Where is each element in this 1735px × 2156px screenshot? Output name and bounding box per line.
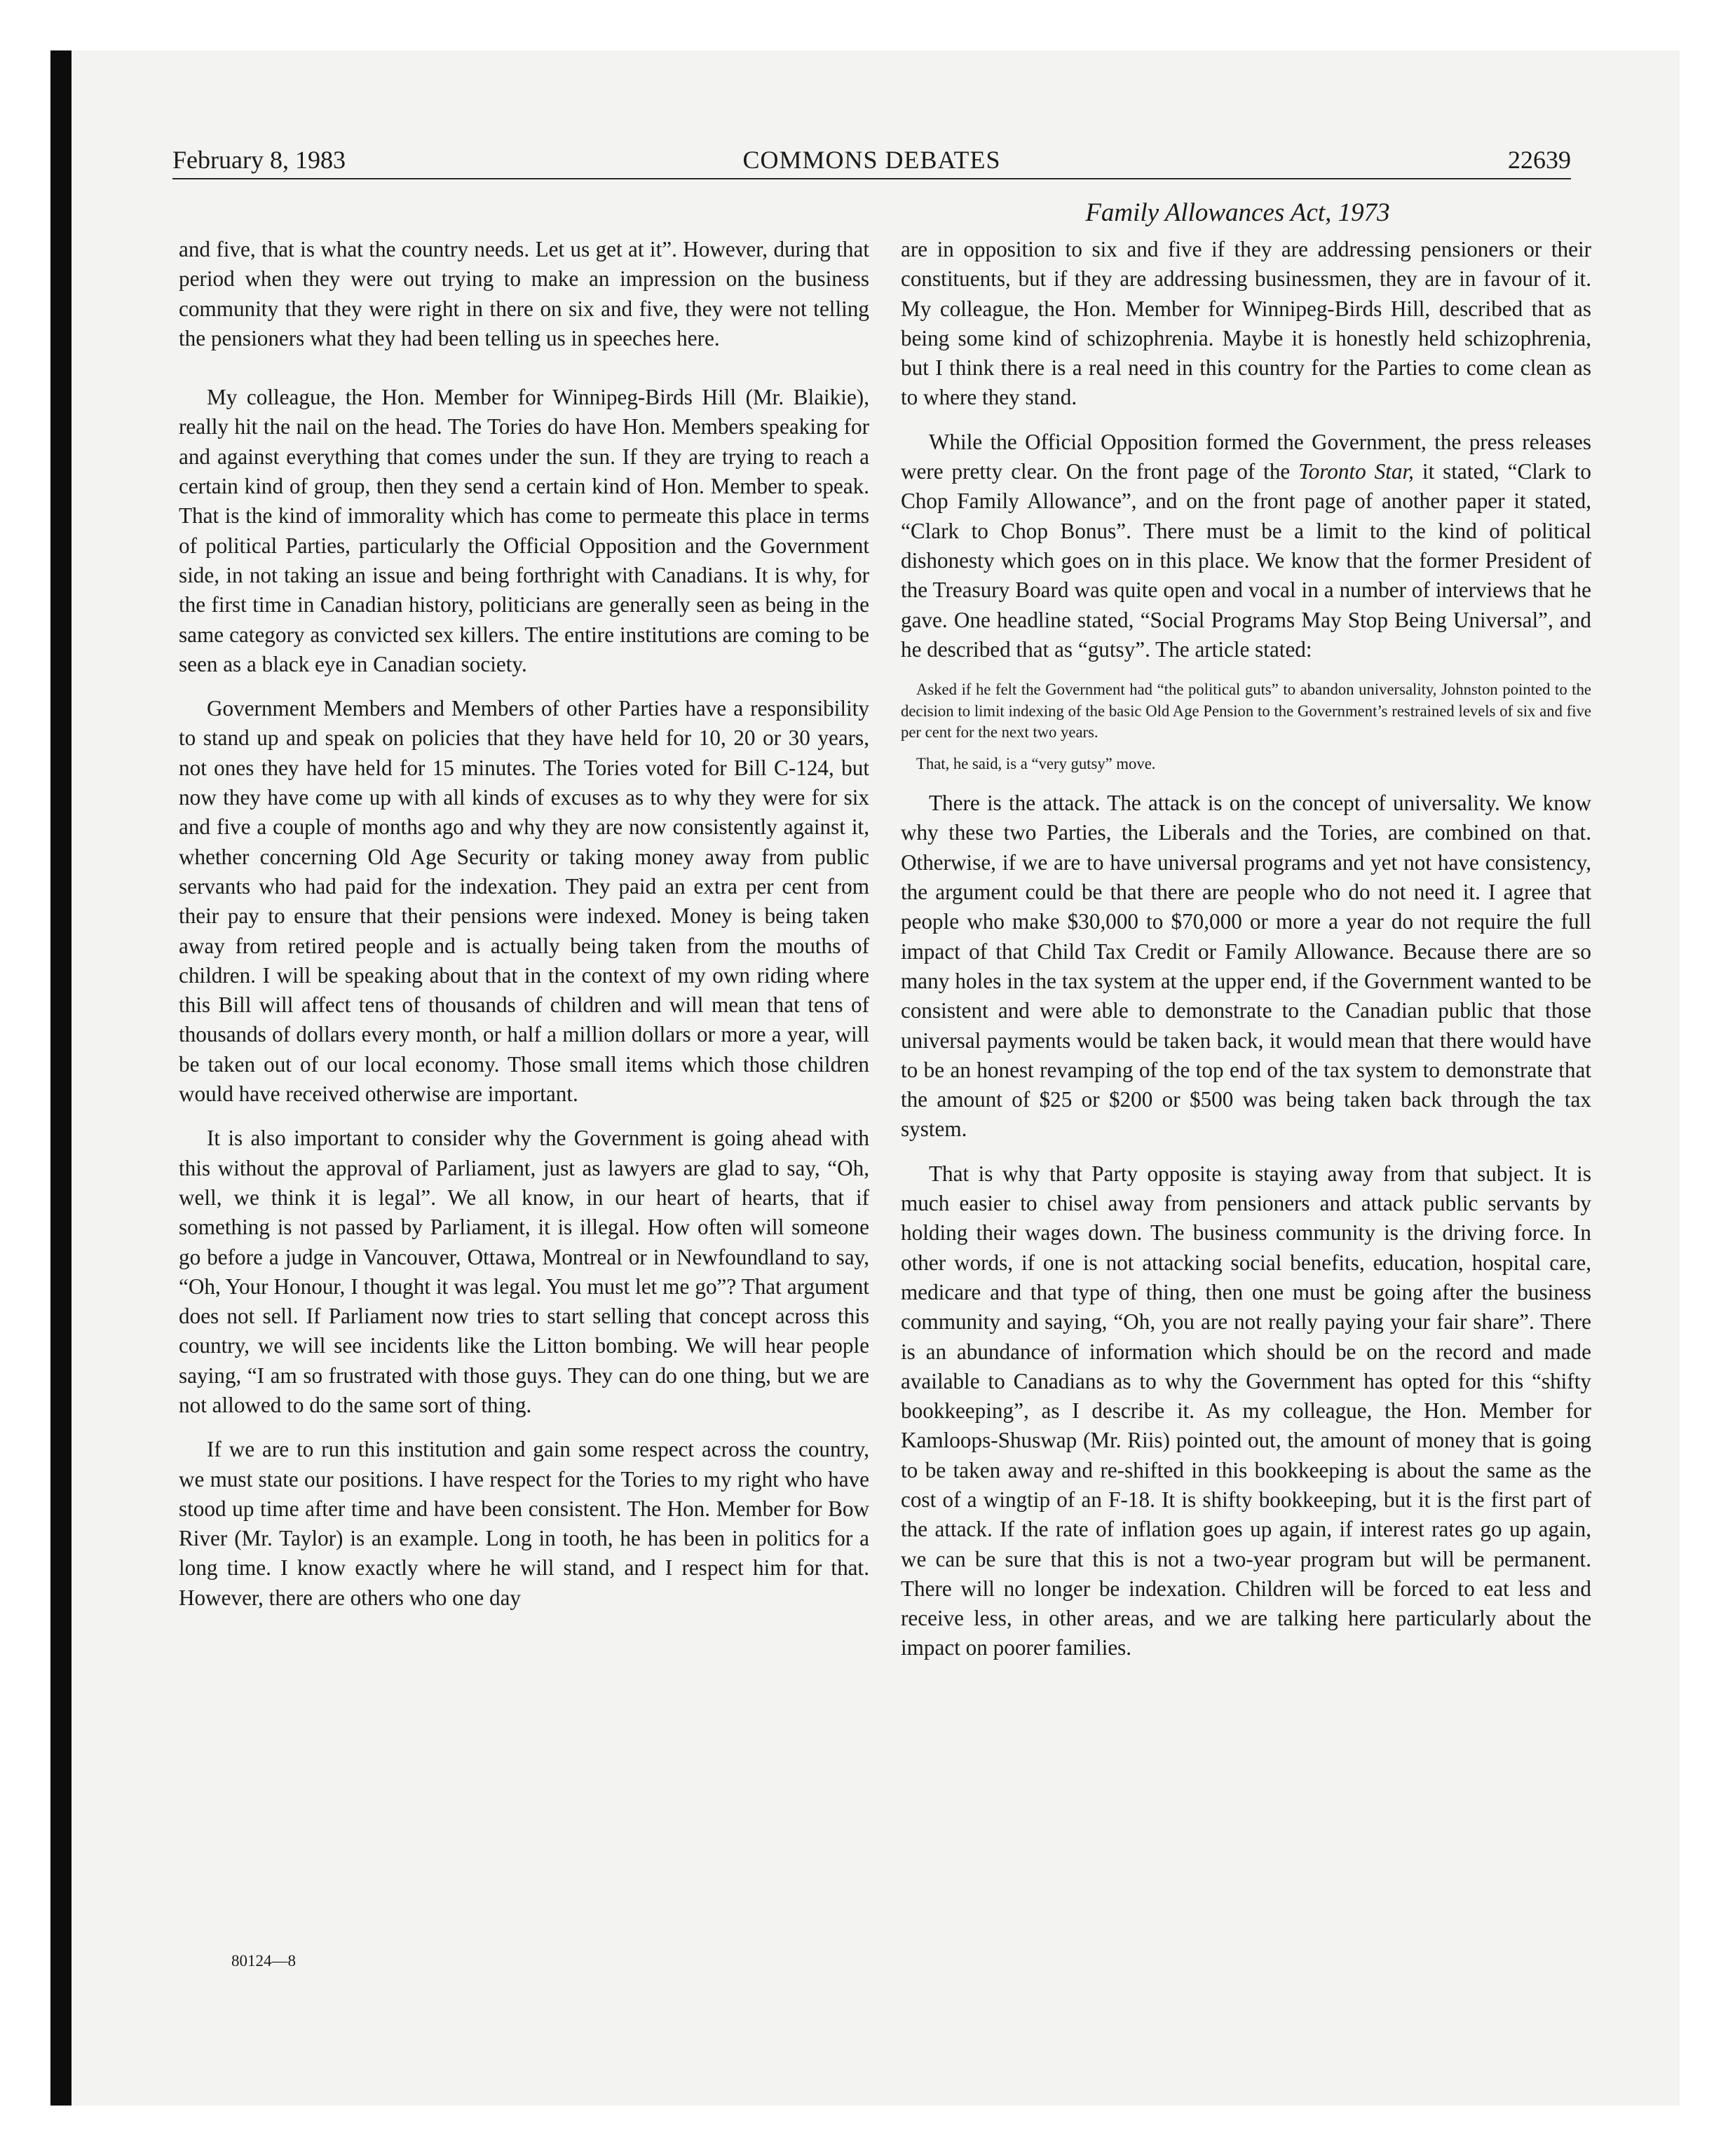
newspaper-title: Toronto Star, bbox=[1298, 459, 1414, 484]
paragraph: Government Members and Members of other Parties have a responsibility to stand up and speak on policies that they have held for 10, 20 or 30 years, not ones they have held for 15 minutes. The Tories voted for Bill C-124, but now they have come up with all kinds of excuses as to why they were for six and five a couple of months ago and why they are now consistently against it, whether concerning Old Age Security or taking money away from public servants who had paid for the indexation. They paid an extra per cent from their pay to ensure that their pensions were indexed. Money is being taken away from retired people and is actually being taken from the mouths of children. I will be speaking about that in the context of my own riding where this Bill will affect tens of thousands of children and will mean that tens of thousands of dollars every month, or half a million dollars or more a year, will be taken out of our local economy. Those small items which those children would have received otherwise are important. bbox=[179, 696, 869, 1107]
page-header bbox=[172, 139, 1571, 181]
header-publication: COMMONS DEBATES bbox=[742, 146, 1001, 174]
block-quote: That, he said, is a “very gutsy” move. bbox=[916, 754, 1156, 772]
paragraph bbox=[901, 428, 1591, 664]
header-date: February 8, 1983 bbox=[172, 146, 346, 174]
footer-code: 80124—8 bbox=[231, 1952, 296, 1970]
paragraph: There is the attack. The attack is on the concept of universality. We know why these two Parties, the Liberals and the Tories, are combined on that. Otherwise, if we are to have universal programs and yet not have consistency, the argument could be that there are people who do not need it. I agree that people who make $30,000 to $70,000 or more a year do not require the full impact of that Child Tax Credit or Family Allowance. Because there are so many holes in the tax system at the upper end, if the Government wanted to be consistent and were able to demonstrate to the Canadian public that those universal payments would be taken back, it would mean that there would have to be an honest revamping of the top end of the tax system to demonstrate that the amount of $25 or $200 or $500 was being taken back through the tax system. bbox=[901, 791, 1591, 1142]
binding-edge bbox=[50, 50, 72, 2106]
paragraph: If we are to run this institution and gain some respect across the country, we must state our positions. I have respect for the Tories to my right who have stood up time after time and have been consistent. The Hon. Member for Bow River (Mr. Taylor) is an example. Long in tooth, he has been in politics for a long time. I know exactly where he will stand, and I respect him for that. However, there are others who one day bbox=[179, 1437, 869, 1610]
header-rule bbox=[172, 178, 1571, 179]
running-head: Family Allowances Act, 1973 bbox=[1085, 198, 1390, 227]
header-page-number: 22639 bbox=[1508, 146, 1571, 174]
paragraph-text: it stated, “Clark to Chop Family Allowance”, and on the front page of another paper it stated, “Clark to Chop Bonus”. There must be a limit to the kind of political dishonesty which goes on in this place. We know that the former President of the Treasury Board was quite open and vocal in a number of interviews that he gave. One headline stated, “Social Programs May Stop Being Universal”, and he described that as “gutsy”. The article stated: bbox=[901, 459, 1591, 662]
paragraph: and five, that is what the country needs. Let us get at it”. However, during that period when they were out trying to make an impression on the business community that they were right in there on six and five, they were not telling the pensioners what they had been telling us in speeches here. bbox=[179, 237, 869, 350]
paragraph: That is why that Party opposite is staying away from that subject. It is much easier to chisel away from pensioners and attack public servants by holding their wages down. The business community is the driving force. In other words, if one is not attacking social benefits, education, hospital care, medicare and that type of thing, then one must be going after the business community and saying, “Oh, you are not really paying your fair share”. There is an abundance of information which should be on the record and made available to Canadians as to why the Government has opted for this “shifty bookkeeping”, as I describe it. As my colleague, the Hon. Member for Kamloops-Shuswap (Mr. Riis) pointed out, the amount of money that is going to be taken away and re-shifted in this bookkeeping is about the same as the cost of a wingtip of an F-18. It is shifty bookkeeping, but it is the first part of the attack. If the rate of inflation goes up again, if interest rates go up again, we can be sure that this is not a two-year program but will be permanent. There will no longer be indexation. Children will be forced to eat less and receive less, in other areas, and we are talking here particularly about the impact on poorer families. bbox=[901, 1161, 1591, 1660]
paragraph-text: While the Official Opposition formed the Government, the press releases were pretty clear. On the front page of the bbox=[901, 429, 1591, 484]
left-column bbox=[179, 235, 869, 1628]
paragraph: It is also important to consider why the Government is going ahead with this without the approval of Parliament, just as lawyers are glad to say, “Oh, well, we think it is legal”. We all know, in our heart of hearts, that if something is not passed by Parliament, it is illegal. How often will someone go before a judge in Vancouver, Ottawa, Montreal or in Newfoundland to say, “Oh, Your Honour, I thought it was legal. You must let me go”? That argument does not sell. If Parliament now tries to start selling that concept across this country, we will see incidents like the Litton bombing. We will hear people saying, “I am so frustrated with those guys. They can do one thing, but we are not allowed to do the same sort of thing. bbox=[179, 1126, 869, 1417]
paragraph: My colleague, the Hon. Member for Winnipeg-Birds Hill (Mr. Blaikie), really hit the nail on the head. The Tories do have Hon. Members speaking for and against everything that comes under the sun. If they are trying to reach a certain kind of group, then they send a certain kind of Hon. Member to speak. That is the kind of immorality which has come to permeate this place in terms of political Parties, particularly the Official Opposition and the Government side, in not taking an issue and being forthright with Canadians. It is why, for the first time in Canadian history, politicians are generally seen as being in the same category as convicted sex killers. The entire institutions are coming to be seen as a black eye in Canadian society. bbox=[179, 385, 869, 676]
paragraph: are in opposition to six and five if they are addressing pensioners or their constituents, but if they are addressing businessmen, they are in favour of it. My colleague, the Hon. Member for Winnipeg-Birds Hill, described that as being some kind of schizophrenia. Maybe it is honestly held schizophrenia, but I think there is a real need in this country for the Parties to come clean as to where they stand. bbox=[901, 237, 1591, 410]
block-quote: Asked if he felt the Government had “the political guts” to abandon universality, Johnston pointed to the decision to limit indexing of the basic Old Age Pension to the Government’s restrained levels of six and five per cent for the next two years. bbox=[901, 681, 1591, 742]
right-column bbox=[901, 235, 1591, 1678]
